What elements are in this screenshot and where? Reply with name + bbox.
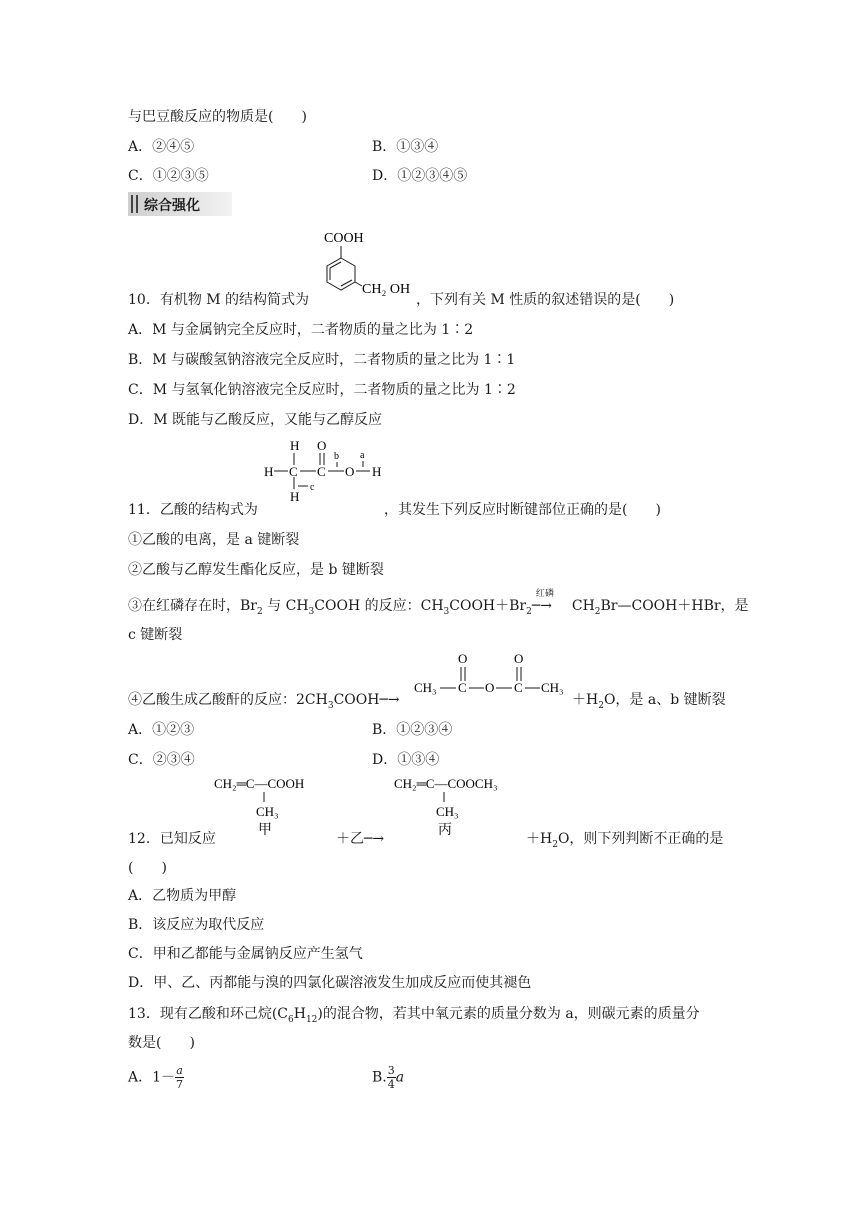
q11-option-d: D．①③④ bbox=[372, 752, 440, 768]
q11-item-2: ②乙酸与乙醇发生酯化反应，是 b 键断裂 bbox=[128, 562, 384, 578]
q9-option-c: C．①②③⑤ bbox=[128, 168, 209, 184]
benzene-ring bbox=[327, 258, 355, 290]
q11-item-3-cont: c 键断裂 bbox=[128, 627, 183, 643]
q11-stem-pre: 11．乙酸的结构式为 bbox=[128, 502, 258, 518]
compound-bing-structure bbox=[392, 772, 542, 842]
svg-text:O: O bbox=[514, 651, 524, 666]
q12-option-b: B．该反应为取代反应 bbox=[128, 917, 265, 933]
q12-paren: ( ) bbox=[128, 860, 167, 876]
section-label: 综合强化 bbox=[144, 198, 200, 214]
reaction-arrow: ─→ bbox=[364, 831, 385, 847]
svg-text:H: H bbox=[290, 489, 300, 504]
svg-text:O: O bbox=[458, 651, 468, 666]
svg-text:CH₃: CH₃ bbox=[256, 804, 279, 819]
q12-option-d: D．甲、乙、丙都能与溴的四氯化碳溶液发生加成反应而使其褪色 bbox=[128, 975, 532, 991]
compound-jia-structure bbox=[212, 772, 342, 842]
svg-text:CH₂═C—COOH: CH₂═C—COOH bbox=[214, 776, 305, 791]
q11-acetic-acid-structure bbox=[262, 436, 392, 504]
q13-stem-line-1: 13．现有乙酸和环己烷$(C_6H_{12})$的混合物，若其中氧元素的质量分数为 a，则碳元素的质量分 bbox=[128, 1006, 700, 1025]
q9-stem: 与巴豆酸反应的物质是( ) bbox=[128, 109, 307, 125]
q9-option-a: A．②④⑤ bbox=[128, 139, 195, 155]
q10-option-c: C．M 与氢氧化钠溶液完全反应时，二者物质的量之比为 1∶2 bbox=[128, 382, 516, 398]
svg-text:O: O bbox=[317, 438, 327, 453]
section-header bbox=[128, 192, 232, 216]
q11-option-a: A．①②③ bbox=[128, 722, 195, 738]
q11-stem-post: ，其发生下列反应时断键部位正确的是( ) bbox=[384, 502, 661, 518]
q11-item-1: ①乙酸的电离，是 a 键断裂 bbox=[128, 532, 300, 548]
q13-option-b: B. $\frac{3}{4}$ a bbox=[372, 1064, 405, 1091]
svg-text:H: H bbox=[372, 464, 382, 479]
q10-stem-post: ，下列有关 M 性质的叙述错误的是( ) bbox=[416, 292, 675, 308]
q12-option-c: C．甲和乙都能与金属钠反应产生氢气 bbox=[128, 946, 363, 962]
svg-text:C: C bbox=[317, 464, 326, 479]
q12-option-a: A．乙物质为甲醇 bbox=[128, 888, 237, 904]
q9-option-d: D．①②③④⑤ bbox=[372, 168, 468, 184]
q11-item-4-post: $+H_2O$，是 a、b 键断裂 bbox=[572, 692, 726, 711]
q11-option-c: C．②③④ bbox=[128, 752, 195, 768]
svg-text:C: C bbox=[458, 680, 467, 695]
svg-text:O: O bbox=[485, 680, 495, 695]
q11-item-3: ③在红磷存在时，$Br_2$ 与 $CH_3COOH$ 的反应：$CH_3COOH+Br_2$ 红磷 ─→ $CH_2Br—COOH+HBr$，是 bbox=[128, 589, 749, 617]
cooh-label: COOH bbox=[324, 231, 364, 246]
q13-option-a: A．1－ $\frac{a}{7}$ bbox=[128, 1064, 184, 1091]
q11-item-4-pre: ④乙酸生成乙酸酐的反应：$2CH_3COOH─\to$ bbox=[128, 692, 400, 711]
q11-option-b: B．①②③④ bbox=[372, 722, 453, 738]
q13-stem-line-2: 数是( ) bbox=[128, 1035, 195, 1051]
svg-text:b: b bbox=[334, 451, 339, 462]
svg-text:H: H bbox=[264, 464, 274, 479]
acetic-anhydride-structure bbox=[412, 648, 572, 696]
q10-option-a: A．M 与金属钠完全反应时，二者物质的量之比为 1∶2 bbox=[128, 322, 474, 338]
q12-stem-post: $+H_2O$，则下列判断不正确的是 bbox=[526, 831, 724, 850]
section-bar-icon bbox=[136, 195, 138, 213]
svg-text:O: O bbox=[345, 464, 355, 479]
q10-structure-m bbox=[306, 225, 416, 305]
q12-stem-pre: 12．已知反应 bbox=[128, 831, 216, 847]
bing-label: 丙 bbox=[438, 823, 452, 838]
q12-plus-yi: ＋乙─→ bbox=[336, 831, 385, 847]
reaction-arrow: ─→ bbox=[379, 692, 400, 708]
svg-text:C: C bbox=[514, 680, 523, 695]
ch2oh-label: CH₂ OH bbox=[362, 282, 411, 297]
svg-text:CH₃: CH₃ bbox=[414, 680, 437, 695]
svg-text:c: c bbox=[310, 482, 315, 493]
q10-option-d: D．M 既能与乙酸反应，又能与乙醇反应 bbox=[128, 412, 383, 428]
svg-text:C: C bbox=[289, 464, 298, 479]
svg-text:CH₂═C—COOCH₃: CH₂═C—COOCH₃ bbox=[394, 776, 498, 791]
svg-text:CH₃: CH₃ bbox=[541, 680, 564, 695]
jia-label: 甲 bbox=[258, 823, 272, 838]
svg-text:H: H bbox=[290, 438, 300, 453]
svg-text:CH₃: CH₃ bbox=[436, 804, 459, 819]
q10-stem-pre: 10．有机物 M 的结构简式为 bbox=[128, 292, 310, 308]
reaction-arrow: 红磷 ─→ bbox=[531, 589, 554, 614]
svg-text:a: a bbox=[360, 450, 365, 461]
q9-option-b: B．①③④ bbox=[372, 139, 439, 155]
section-bar-icon bbox=[131, 195, 133, 213]
q10-option-b: B．M 与碳酸氢钠溶液完全反应时，二者物质的量之比为 1∶1 bbox=[128, 352, 516, 368]
